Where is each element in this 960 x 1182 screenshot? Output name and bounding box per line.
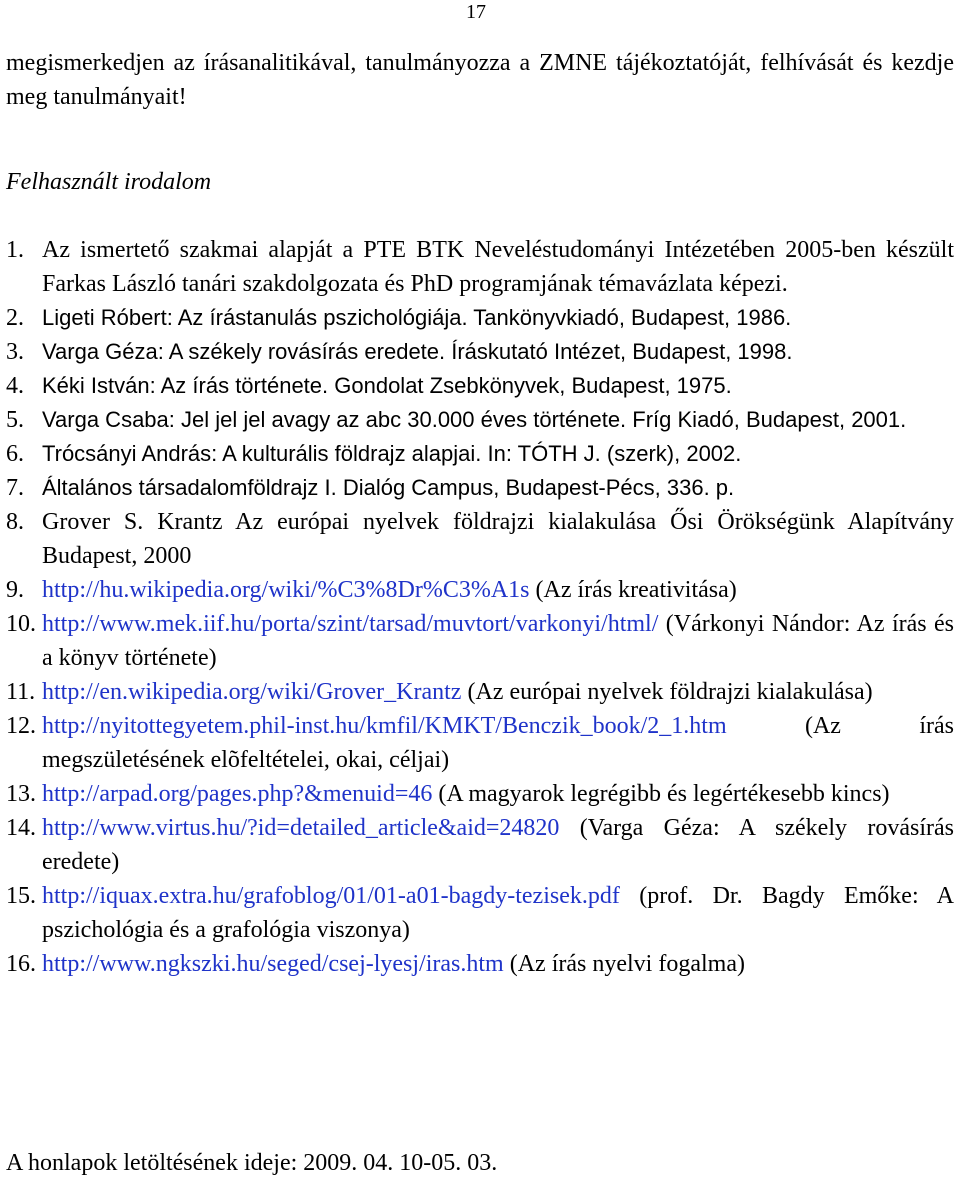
section-title: Felhasznált irodalom [6,169,212,195]
reference-text: Ligeti Róbert: Az írástanulás pszichológiája. Tankönyvkiadó, Budapest, 1986. [42,305,792,330]
reference-text: Grover S. Krantz Az európai nyelvek földrajzi kialakulása Ősi Örökségünk Alapítvány Budapest, 2000 [42,509,954,569]
reference-link[interactable]: http://arpad.org/pages.php?&menuid=46 [42,781,433,807]
reference-number: 2. [6,305,24,331]
reference-item [6,437,954,471]
reference-number: 6. [6,441,24,467]
reference-number: 10. [6,611,36,637]
reference-description: (Az írás kreativitása) [535,577,737,603]
reference-number: 4. [6,373,24,399]
reference-number: 8. [6,509,24,535]
reference-number: 3. [6,339,24,365]
reference-item [6,403,954,437]
page-number: 17 [466,1,486,23]
reference-number: 16. [6,951,36,977]
reference-description: (Várkonyi Nándor: Az írás és a könyv története) [42,611,955,671]
reference-description: (A magyarok legrégibb és legértékesebb kincs) [438,781,890,807]
reference-item [6,573,954,607]
reference-text: Általános társadalomföldrajz I. Dialóg Campus, Budapest-Pécs, 336. p. [42,475,735,500]
reference-number: 1. [6,237,24,263]
reference-item [6,675,954,709]
reference-number: 11. [6,679,36,705]
reference-description: (Az írás nyelvi fogalma) [509,951,745,977]
reference-item [6,607,954,675]
reference-text: Varga Csaba: Jel jel jel avagy az abc 30.000 éves története. Fríg Kiadó, Budapest, 2001. [42,407,907,432]
reference-number: 13. [6,781,36,807]
intro-paragraph: megismerkedjen az írásanalitikával, tanulmányozza a ZMNE tájékoztatóját, felhívását és kezdje meg tanulmányait! [6,50,954,110]
reference-text: Trócsányi András: A kulturális földrajz alapjai. In: TÓTH J. (szerk), 2002. [42,441,742,466]
reference-item [6,369,954,403]
reference-item [6,947,954,981]
reference-number: 14. [6,815,36,841]
reference-text: Varga Géza: A székely rovásírás eredete. Íráskutató Intézet, Budapest, 1998. [42,339,793,364]
reference-link[interactable]: http://en.wikipedia.org/wiki/Grover_Krantz [42,679,462,705]
reference-number: 15. [6,883,36,909]
reference-description: (Az európai nyelvek földrajzi kialakulása) [467,679,873,705]
reference-text: Kéki István: Az írás története. Gondolat Zsebkönyvek, Budapest, 1975. [42,373,732,398]
reference-item [6,777,954,811]
reference-number: 9. [6,577,24,603]
reference-description: (Az írás megszületésének elõfeltételei, okai, céljai) [42,713,954,773]
reference-description: (prof. Dr. Bagdy Emőke: A pszichológia és a grafológia viszonya) [42,883,954,943]
reference-number: 5. [6,407,24,433]
reference-item [6,233,954,301]
reference-list [6,233,954,981]
reference-link[interactable]: http://iquax.extra.hu/grafoblog/01/01-a01-bagdy-tezisek.pdf [42,883,620,909]
reference-link[interactable]: http://nyitottegyetem.phil-inst.hu/kmfil/KMKT/Benczik_book/2_1.htm [42,713,727,739]
reference-item [6,335,954,369]
reference-item [6,301,954,335]
reference-number: 12. [6,713,36,739]
reference-link[interactable]: http://hu.wikipedia.org/wiki/%C3%8Dr%C3%A1s [42,577,530,603]
reference-description: (Varga Géza: A székely rovásírás eredete) [42,815,955,875]
reference-link[interactable]: http://www.ngkszki.hu/seged/csej-lyesj/iras.htm [42,951,504,977]
download-date-note: A honlapok letöltésének ideje: 2009. 04. 10-05. 03. [6,1150,498,1176]
reference-number: 7. [6,475,24,501]
reference-text: Az ismertető szakmai alapját a PTE BTK Neveléstudományi Intézetében 2005-ben készült Farkas László tanári szakdolgozata és PhD programjának témavázlata képezi. [42,237,954,297]
reference-item [6,471,954,505]
reference-item [6,811,954,879]
reference-item [6,709,954,777]
reference-item [6,879,954,947]
reference-link[interactable]: http://www.virtus.hu/?id=detailed_article&aid=24820 [42,815,560,841]
reference-link[interactable]: http://www.mek.iif.hu/porta/szint/tarsad/muvtort/varkonyi/html/ [42,611,659,637]
reference-item [6,505,954,573]
